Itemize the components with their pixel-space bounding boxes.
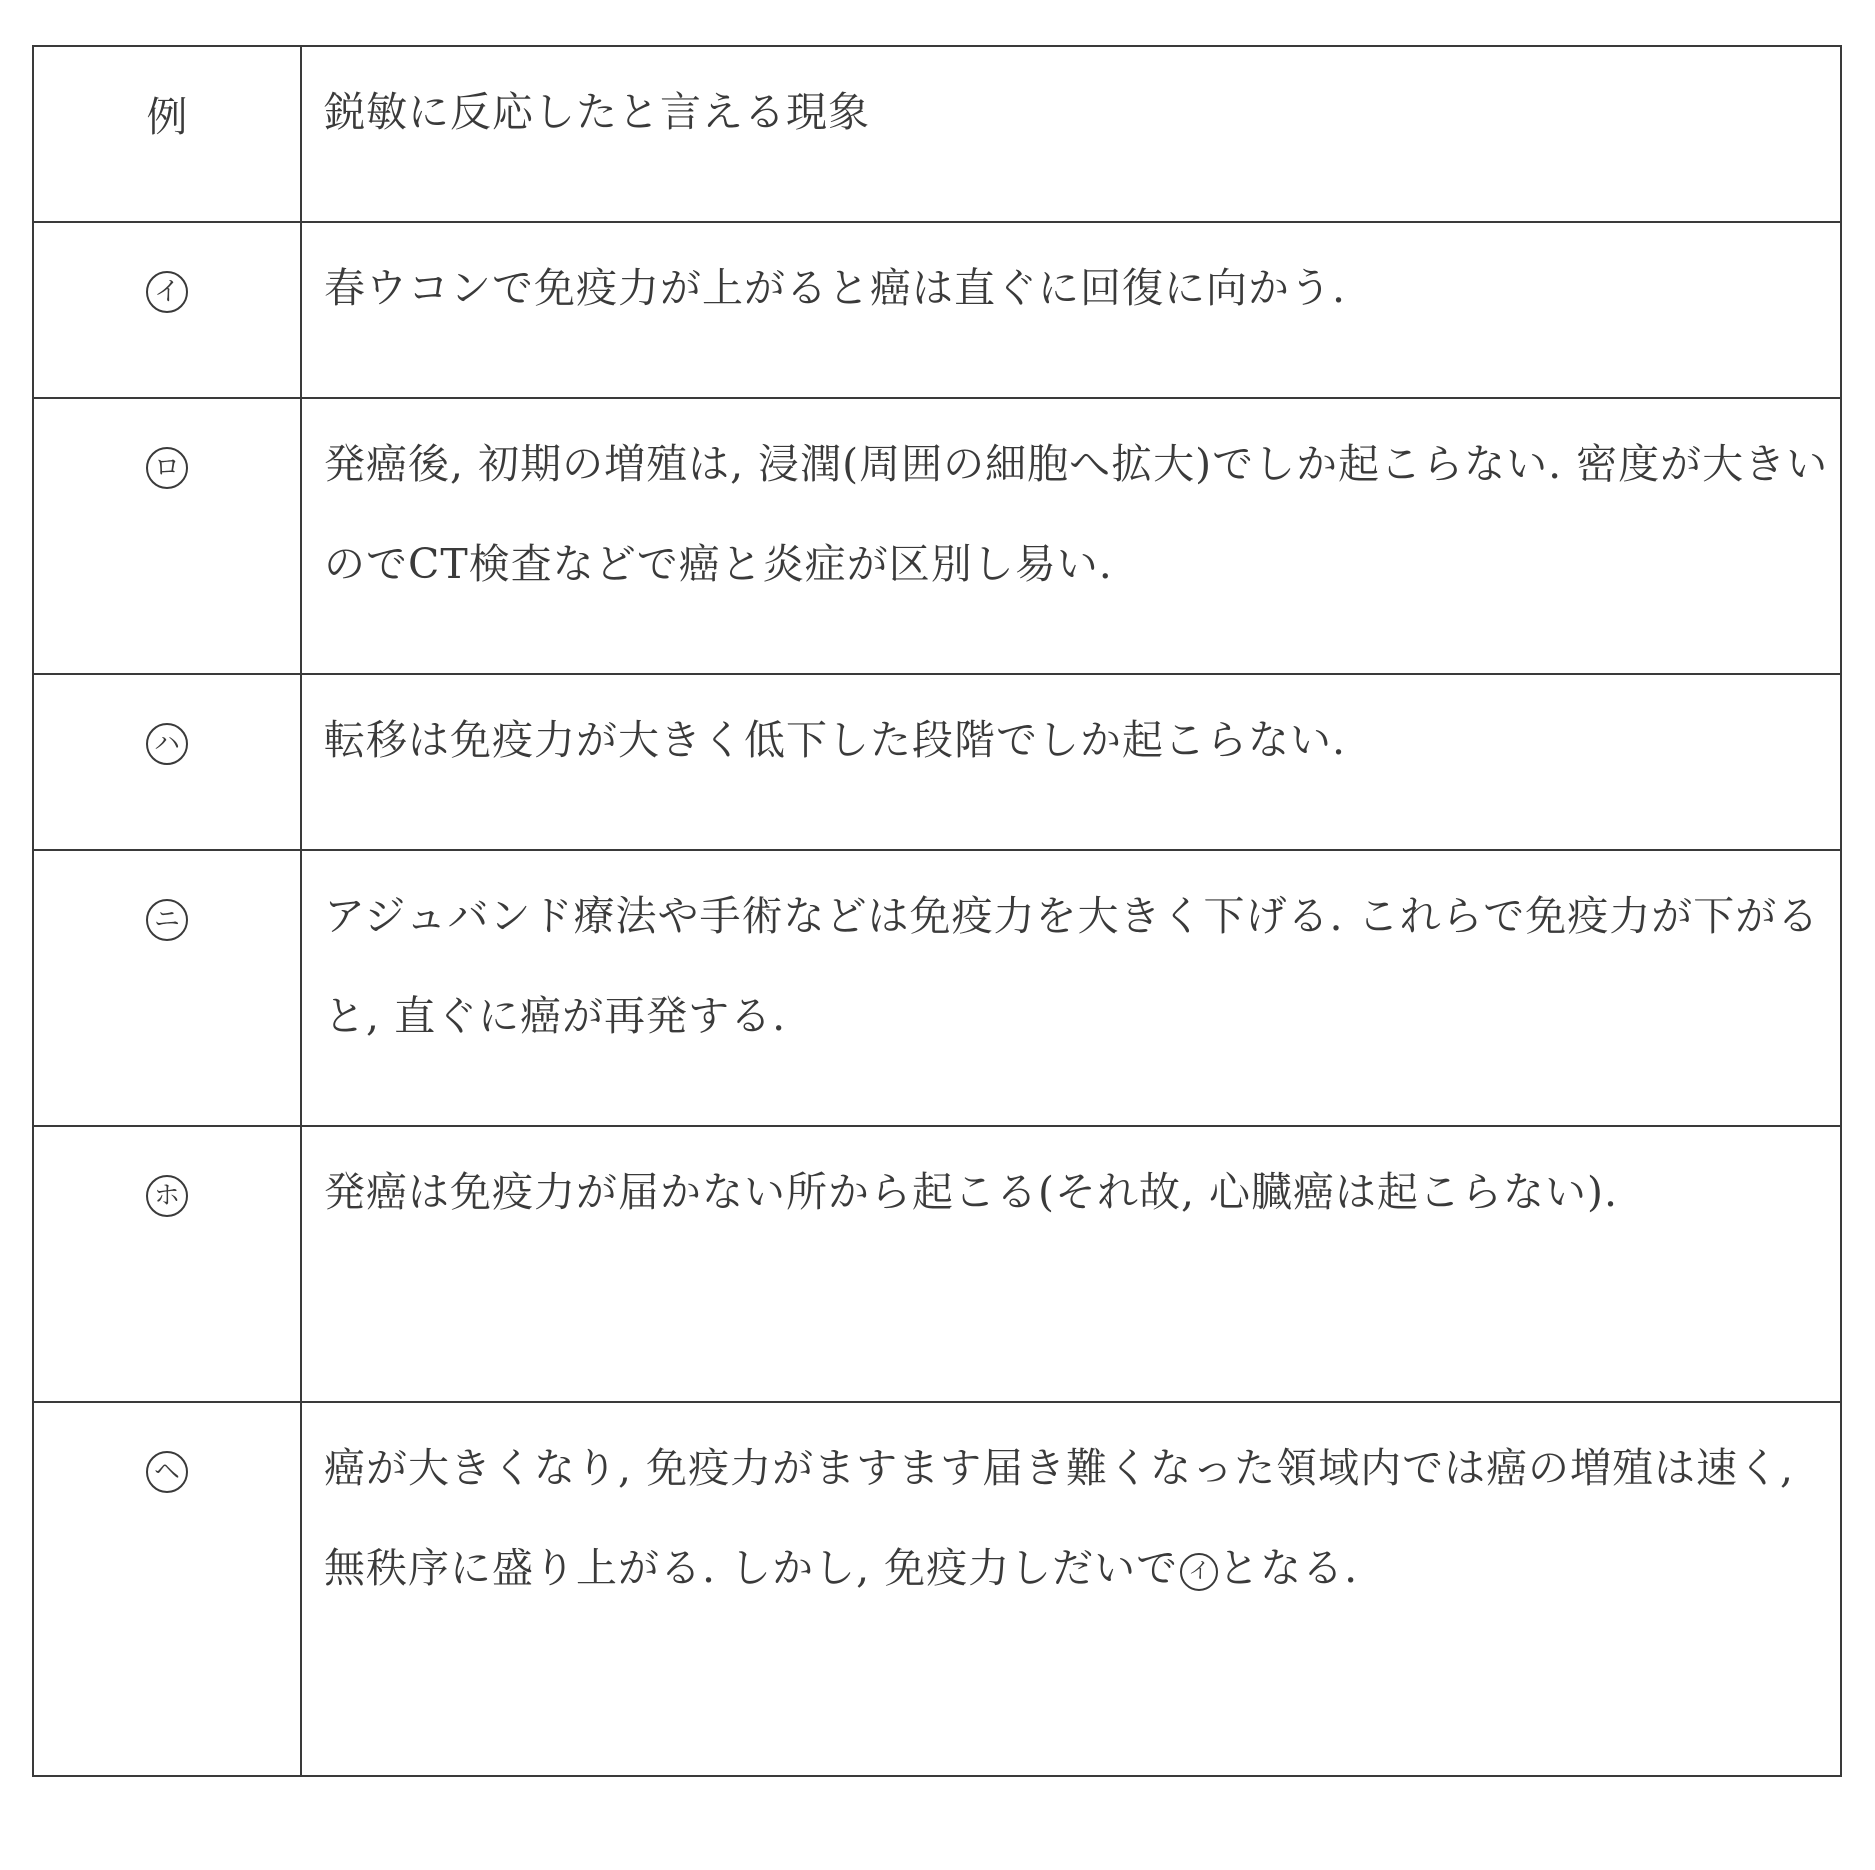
text-cell: [301, 674, 1841, 850]
label-cell: [33, 46, 301, 222]
row-text: 転移は免疫力が大きく低下した段階でしか起こらない.: [324, 716, 1347, 764]
table-header-row: [33, 46, 1841, 222]
table-row: [33, 674, 1841, 850]
row-text: 発癌は免疫力が届かない所から起こる(それ故, 心臓癌は起こらない).: [324, 1168, 1619, 1216]
table-row: [33, 398, 1841, 674]
label-cell: [33, 1402, 301, 1776]
table-row: [33, 850, 1841, 1126]
label-cell: [33, 674, 301, 850]
circled-label: イ: [146, 271, 188, 313]
table-row: [33, 1402, 1841, 1776]
row-text-before-ref: 癌が大きくなり, 免疫力がますます届き難くなった領域内では癌の増殖は速く, 無秩序に盛り上がる. しかし, 免疫力しだいで: [324, 1444, 1809, 1592]
circled-label: ハ: [146, 723, 188, 765]
label-cell: [33, 222, 301, 398]
row-text: 発癌後, 初期の増殖は, 浸潤(周囲の細胞へ拡大)でしか起こらない. 密度が大きいのでCT検査などで癌と炎症が区別し易い.: [324, 440, 1829, 588]
label-cell: [33, 850, 301, 1126]
circled-ref-label: イ: [1180, 1553, 1218, 1591]
row-text: 春ウコンで免疫力が上がると癌は直ぐに回復に向かう.: [324, 264, 1347, 312]
text-cell: [301, 222, 1841, 398]
text-cell: [301, 1126, 1841, 1402]
text-cell: [301, 1402, 1841, 1776]
phenomena-table: [32, 45, 1842, 1777]
table-row: [33, 222, 1841, 398]
circled-label: ヘ: [146, 1451, 188, 1493]
row-text: [324, 1403, 1830, 1618]
circled-label: ニ: [146, 899, 188, 941]
row-text: アジュバンド療法や手術などは免疫力を大きく下げる. これらで免疫力が下がると, 直ぐに癌が再発する.: [324, 892, 1820, 1040]
label-cell: [33, 1126, 301, 1402]
table-row: [33, 1126, 1841, 1402]
circled-label: ホ: [146, 1175, 188, 1217]
text-cell: [301, 850, 1841, 1126]
row-text-after-ref: となる.: [1218, 1544, 1359, 1592]
header-text: 鋭敏に反応したと言える現象: [324, 88, 870, 136]
text-cell: [301, 398, 1841, 674]
header-label: 例: [146, 93, 188, 141]
circled-label: ロ: [146, 447, 188, 489]
label-cell: [33, 398, 301, 674]
text-cell: [301, 46, 1841, 222]
